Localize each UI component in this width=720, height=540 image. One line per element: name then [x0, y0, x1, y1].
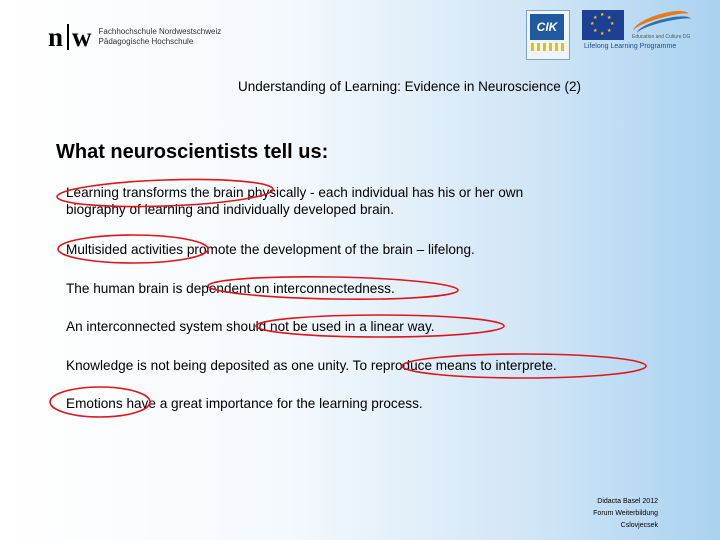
- subtitle-prefix: Understanding of Learning:: [238, 79, 405, 94]
- bullet-1-line-1: Learning transforms the brain physically - each individual has his or her own: [66, 185, 524, 200]
- institution-line-1: Fachhochschule Nordwestschweiz: [98, 27, 222, 36]
- footer-line-1: Didacta Basel 2012: [597, 498, 658, 505]
- bullet-4: An interconnected system should not be used in a linear way.: [66, 319, 435, 334]
- institution-logo: [48, 22, 221, 52]
- slide-heading: What neuroscientists tell us:: [56, 141, 329, 163]
- slide-subtitle: [238, 79, 581, 94]
- bullet-6: Emotions have a great importance for the learning process.: [66, 396, 423, 411]
- cik-logo-text: CIK: [530, 14, 564, 40]
- partner-logos: [526, 10, 700, 60]
- subtitle-emphasis: Evidence in Neuroscience: [404, 79, 561, 94]
- bullet-1: [66, 184, 523, 218]
- nw-logo-mark: n w: [48, 21, 93, 52]
- llp-small-text: Education and Culture DG: [632, 34, 691, 40]
- bullet-1-line-2: biography of learning and individually developed brain.: [66, 202, 394, 217]
- footer-line-2: Forum Weiterbildung: [593, 510, 658, 517]
- subtitle-suffix: (2): [560, 79, 581, 94]
- llp-label: Lifelong Learning Programme: [584, 43, 677, 50]
- institution-name: [99, 27, 222, 47]
- slide-footer: [593, 496, 658, 532]
- eu-flag-icon: ★ ★ ★ ★ ★ ★ ★ ★: [582, 10, 624, 40]
- bullet-3: The human brain is dependent on interconnectedness.: [66, 281, 395, 296]
- footer-line-3: Cslovjecsek: [620, 522, 658, 529]
- cik-logo: [526, 10, 570, 60]
- llp-swoosh-icon: [628, 10, 700, 40]
- stars-decoration-icon: [531, 43, 565, 51]
- institution-line-2: Pädagogische Hochschule: [98, 37, 194, 46]
- bullet-5: Knowledge is not being deposited as one unity. To reproduce means to interprete.: [66, 358, 557, 373]
- bullet-2: Multisided activities promote the development of the brain – lifelong.: [66, 242, 475, 257]
- llp-logo: [582, 10, 700, 50]
